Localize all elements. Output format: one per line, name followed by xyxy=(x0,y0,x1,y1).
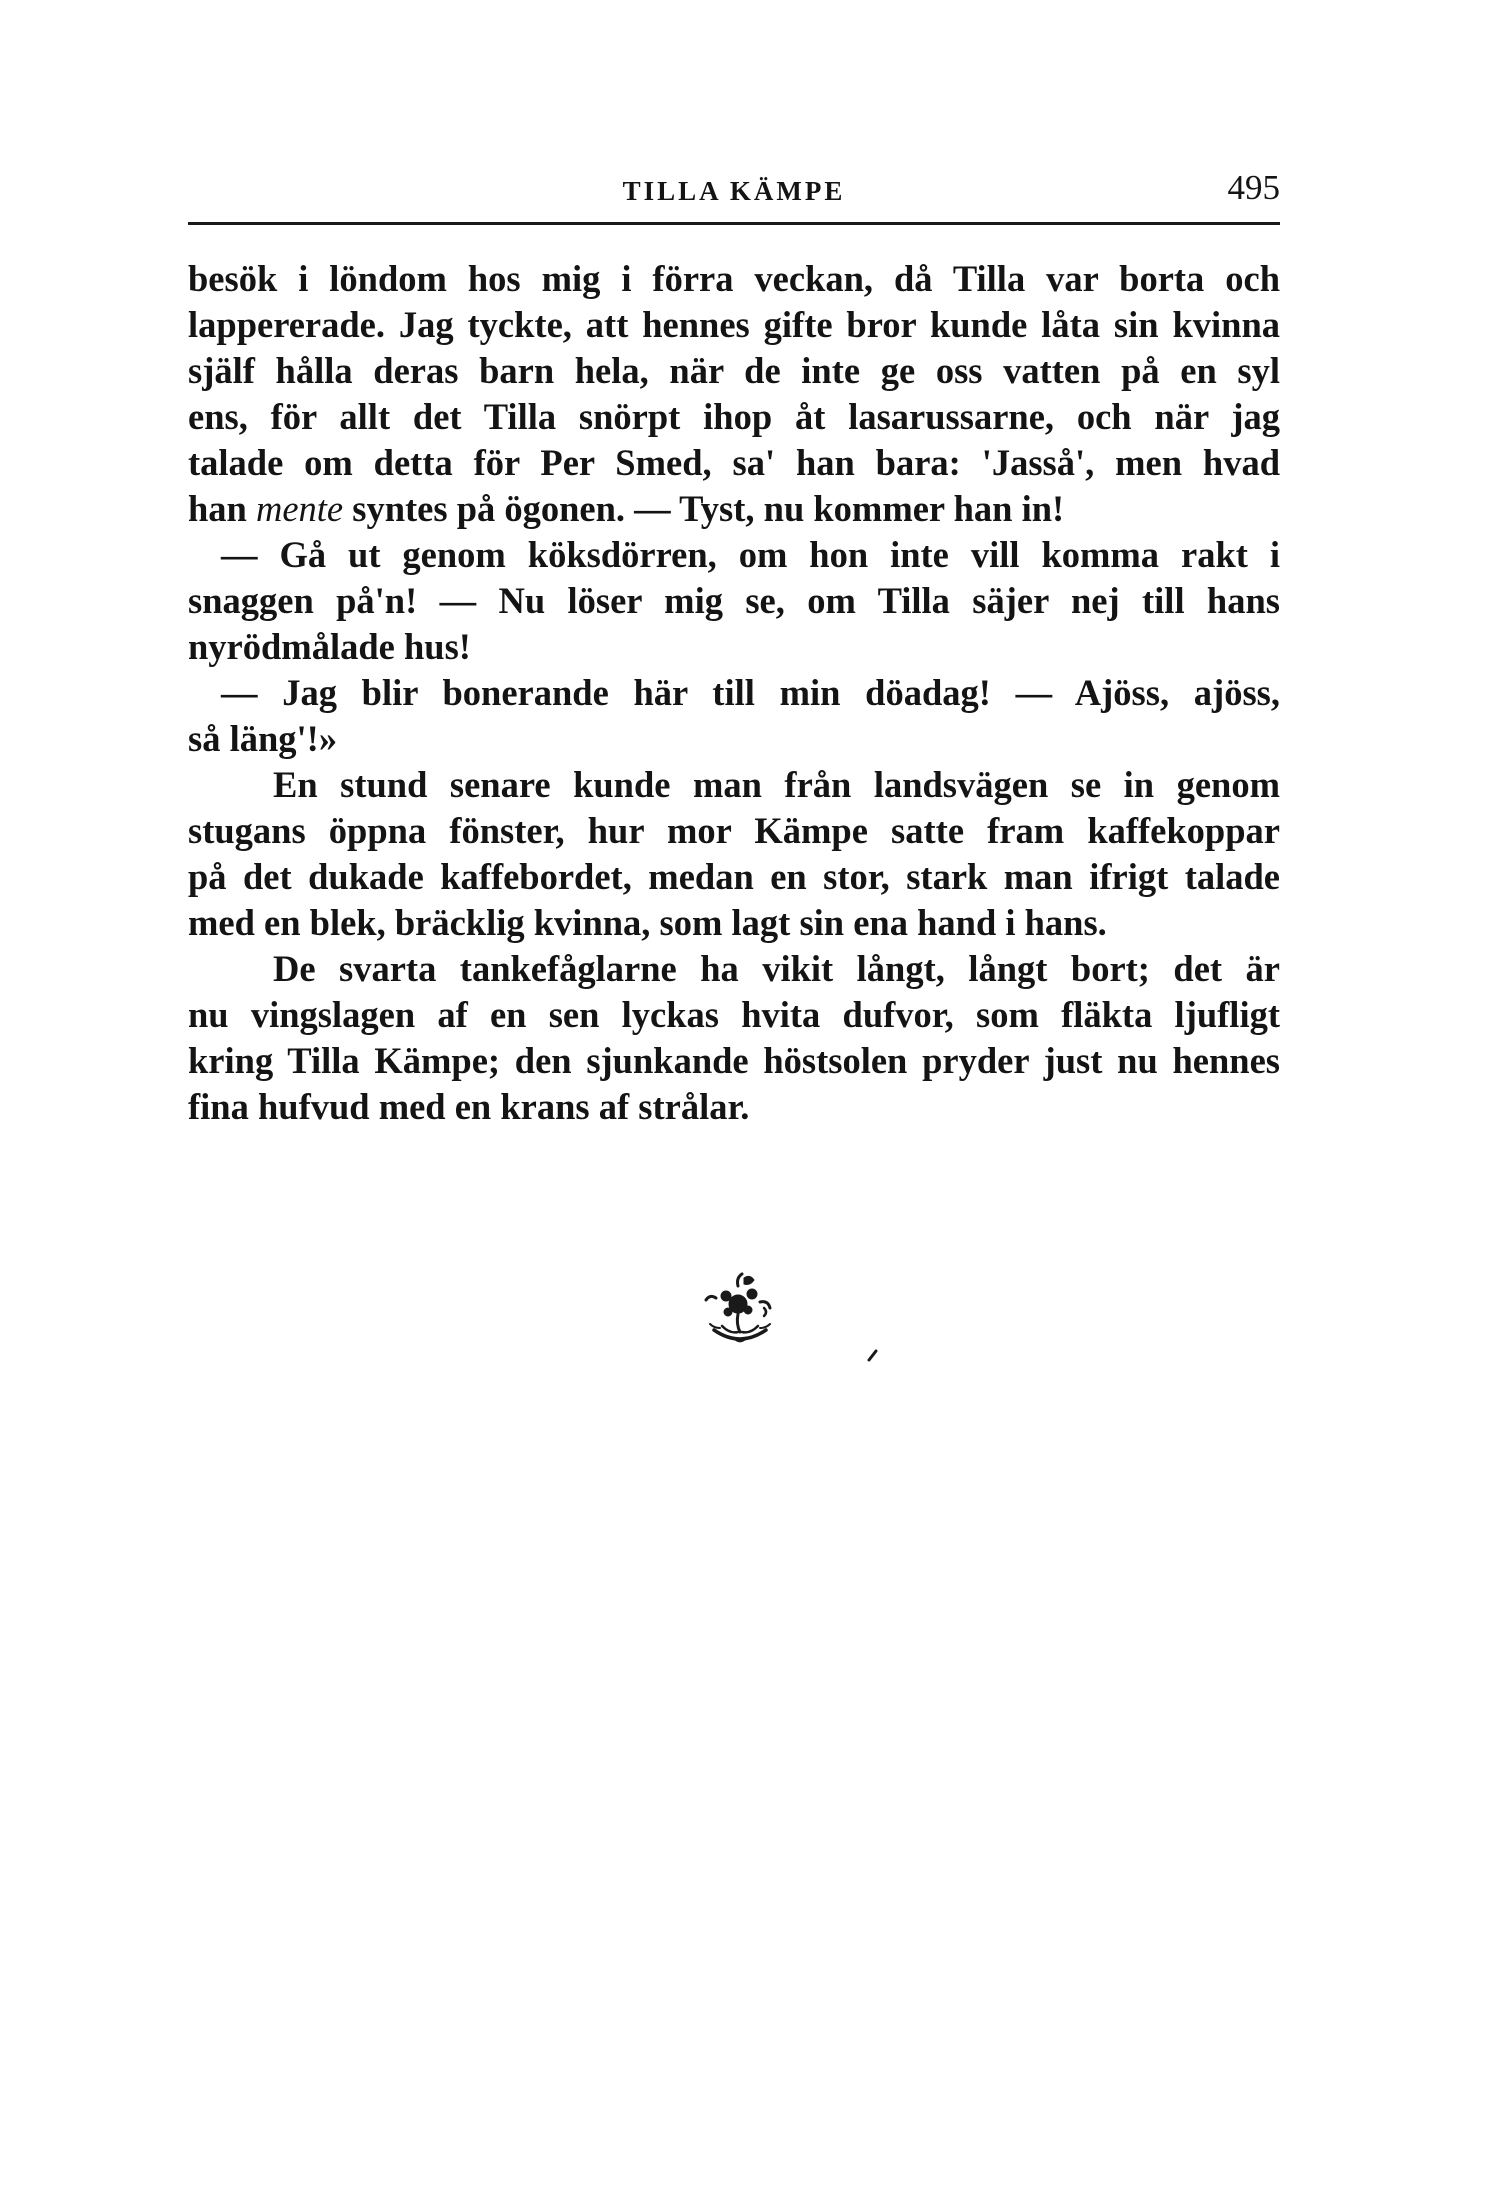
emphasized-word: mente xyxy=(255,488,344,529)
text-line: så läng'!» xyxy=(188,718,338,759)
running-header xyxy=(188,168,1280,216)
text-line: lappererade. Jag tyckte, att hennes gifte bror kunde låta sin kvinna xyxy=(188,304,1280,345)
body-text xyxy=(188,256,1280,1130)
page-number: 495 xyxy=(1227,168,1280,207)
text-segment: han xyxy=(188,488,247,529)
text-line: snaggen på'n! — Nu löser mig se, om Tilla säjer nej till hans xyxy=(188,580,1280,621)
text-line: talade om detta för Per Smed, sa' han bara: 'Jasså', men hvad xyxy=(188,442,1280,483)
running-title: TILLA KÄMPE xyxy=(622,176,846,206)
text-line: En stund senare kunde man från landsvägen se in genom xyxy=(273,764,1280,805)
text-line: fina hufvud med en krans af strålar. xyxy=(188,1086,750,1127)
text-line: på det dukade kaffebordet, medan en stor, stark man ifrigt talade xyxy=(188,856,1280,897)
floral-vignette-icon xyxy=(700,1268,780,1350)
text-line: — Gå ut genom köksdörren, om hon inte vill komma rakt i xyxy=(221,534,1280,575)
text-line xyxy=(188,486,1280,532)
text-line: med en blek, bräcklig kvinna, som lagt sin ena hand i hans. xyxy=(188,902,1107,943)
text-line: — Jag blir bonerande här till min döadag! — Ajöss, ajöss, xyxy=(221,672,1280,713)
text-line: nyrödmålade hus! xyxy=(188,626,471,667)
text-line: nu vingslagen af en sen lyckas hvita dufvor, som fläkta ljufligt xyxy=(188,994,1280,1035)
text-line: besök i löndom hos mig i förra veckan, då Tilla var borta och xyxy=(188,258,1280,299)
text-segment: syntes på ögonen. — Tyst, nu kommer han in! xyxy=(352,488,1065,529)
text-line: själf hålla deras barn hela, när de inte ge oss vatten på en syl xyxy=(188,350,1280,391)
header-rule xyxy=(188,222,1280,225)
text-line: ens, för allt det Tilla snörpt ihop åt lasarussarne, och när jag xyxy=(188,396,1280,437)
text-line: stugans öppna fönster, hur mor Kämpe satte fram kaffekoppar xyxy=(188,810,1280,851)
text-line: De svarta tankefåglarne ha vikit långt, långt bort; det är xyxy=(273,948,1280,989)
text-line: kring Tilla Kämpe; den sjunkande höstsolen pryder just nu hennes xyxy=(188,1040,1280,1081)
ink-speck xyxy=(866,1348,880,1362)
